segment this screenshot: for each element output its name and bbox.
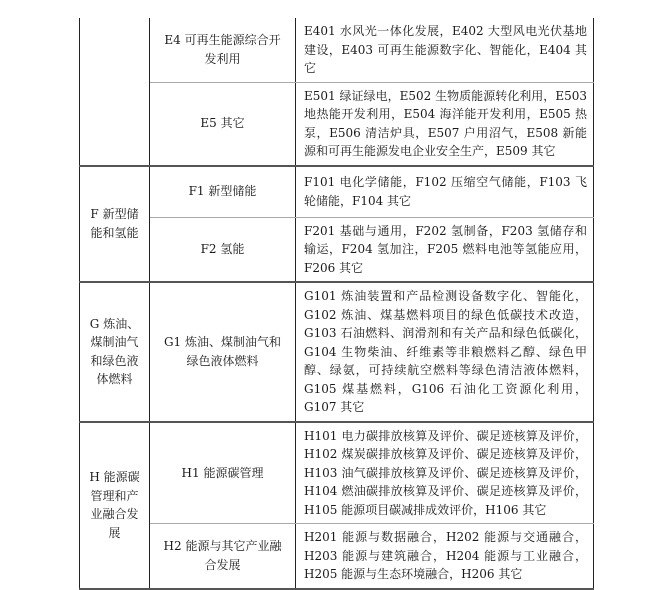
category-cell-g: G 炼油、煤制油气和绿色液体燃料 (80, 282, 150, 422)
description-h1: H101 电力碳排放核算及评价、碳足迹核算及评价，H102 煤炭碳排放核算及评价、碳足迹核算及评价，H103 油气碳排放核算及评价、碳足迹核算及评价，H104 燃油碳排放核算及评价、碳足迹核算及评价，H105 能源项目碳减排成效评价，H106 其它 (296, 422, 594, 524)
subcategory-h1: H1 能源碳管理 (150, 422, 296, 524)
category-cell-h: H 能源碳管理和产业融合发展 (80, 422, 150, 589)
table-row (80, 18, 594, 82)
subcategory-e5: E5 其它 (150, 82, 296, 166)
description-h2: H201 能源与数据融合，H202 能源与交通融合，H203 能源与建筑融合，H204 能源与工业融合，H205 能源与生态环境融合，H206 其它 (296, 524, 594, 589)
description-e4: E401 水风光一体化发展，E402 大型风电光伏基地建设，E403 可再生能源数字化、智能化，E404 其它 (296, 18, 594, 82)
subcategory-h2: H2 能源与其它产业融合发展 (150, 524, 296, 589)
table-row (80, 166, 594, 218)
category-cell-e (80, 18, 150, 166)
description-f2: F201 基础与通用，F202 氢制备，F203 氢储存和输运，F204 氢加注，F205 燃料电池等氢能应用，F206 其它 (296, 217, 594, 282)
standards-table (79, 18, 594, 590)
description-e5: E501 绿证绿电，E502 生物质能源转化利用，E503 地热能开发利用，E504 海洋能开发利用，E505 热泵，E506 清洁炉具，E507 户用沼气，E508 新能源和可再生能源发电企业安全生产，E509 其它 (296, 82, 594, 166)
table-row (80, 524, 594, 589)
table-row (80, 82, 594, 166)
subcategory-f1: F1 新型储能 (150, 166, 296, 218)
table-row (80, 422, 594, 524)
subcategory-e4: E4 可再生能源综合开发利用 (150, 18, 296, 82)
description-g1: G101 炼油装置和产品检测设备数字化、智能化，G102 炼油、煤基燃料项目的绿色低碳技术改造，G103 石油燃料、润滑剂和有关产品和绿色低碳化，G104 生物柴油、纤维素等非粮燃料乙醇、绿色甲醇、绿氨，可持续航空燃料等绿色清洁液体燃料，G105 煤基燃料，G106 石油化工资源化利用，G107 其它 (296, 282, 594, 422)
category-cell-f: F 新型储能和氢能 (80, 166, 150, 283)
description-f1: F101 电化学储能，F102 压缩空气储能，F103 飞轮储能，F104 其它 (296, 166, 594, 218)
table-row (80, 217, 594, 282)
subcategory-f2: F2 氢能 (150, 217, 296, 282)
table-row (80, 282, 594, 422)
subcategory-g1: G1 炼油、煤制油气和绿色液体燃料 (150, 282, 296, 422)
